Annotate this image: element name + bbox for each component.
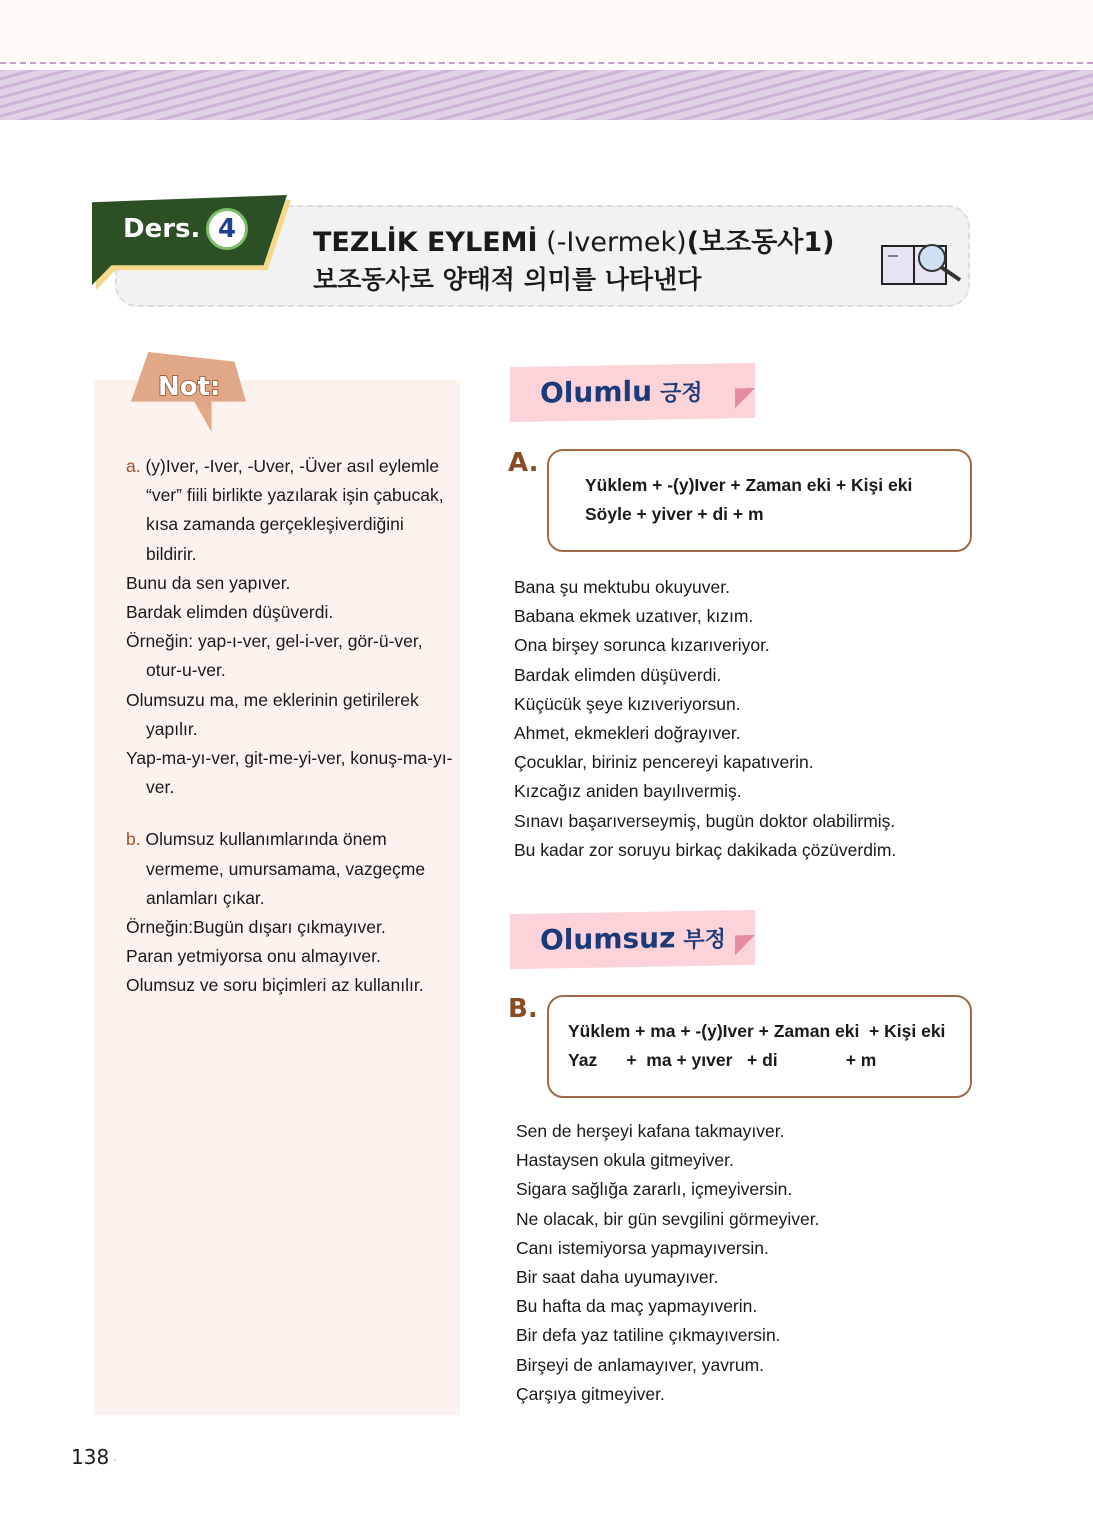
note-letter: b. <box>126 829 141 850</box>
note-line-text: Olumsuz ve soru biçimleri az kullanılır. <box>126 975 424 996</box>
note-content <box>126 452 456 1024</box>
formula-line: Yüklem + -(y)Iver + Zaman eki + Kişi eki <box>585 475 913 495</box>
example-sentence: Babana ekmek uzatıver, kızım. <box>514 606 754 627</box>
note-line-text: Yap-ma-yı-ver, git-me-yi-ver, konuş-ma-yı-ver. <box>126 748 453 798</box>
note-line-text: Bardak elimden düşüverdi. <box>126 602 334 623</box>
lesson-number: 4 <box>206 208 248 250</box>
note-line <box>126 569 456 598</box>
example-sentence: Bana şu mektubu okuyuver. <box>514 577 730 597</box>
page-number-text: 138 <box>71 1445 110 1469</box>
book-magnifier-icon <box>880 240 964 288</box>
negative-examples <box>516 1117 819 1409</box>
formula-box-negative <box>547 995 972 1098</box>
example-sentence: Canı istemiyorsa yapmayıversin. <box>516 1237 769 1258</box>
page-title <box>313 220 835 259</box>
note-line <box>126 452 456 569</box>
dashed-divider <box>0 62 1093 64</box>
note-line-text: (y)Iver, -Iver, -Uver, -Üver asıl eylemle “ver” fiili birlikte yazılarak işin çabucak, kısa zamanda gerçekleşiverdiğini bildirir. <box>145 456 444 564</box>
page-number <box>71 1445 117 1469</box>
example-sentence: Bu hafta da maç yapmayıverin. <box>516 1296 758 1317</box>
note-b <box>126 825 456 1000</box>
letter-a: A. <box>508 448 539 478</box>
page-separator: · <box>113 1453 118 1467</box>
striped-banner <box>0 70 1093 120</box>
positive-examples <box>514 573 896 865</box>
top-band <box>0 0 1093 62</box>
example-sentence: Sigara sağlığa zararlı, içmeyiversin. <box>516 1179 793 1200</box>
letter-b: B. <box>508 994 538 1024</box>
example-sentence: Çarşıya gitmeyiver. <box>516 1383 665 1404</box>
formula-box-positive <box>547 449 972 552</box>
example-sentence: Kızcağız aniden bayılıvermiş. <box>514 781 742 802</box>
note-line-text: Paran yetmiyorsa onu almayıver. <box>126 946 381 967</box>
example-sentence: Ne olacak, bir gün sevgilini görmeyiver. <box>516 1208 820 1229</box>
note-line-text: Örneğin: yap-ı-ver, gel-i-ver, gör-ü-ver, otur-u-ver. <box>126 631 423 681</box>
example-sentence: Küçücük şeye kızıveriyorsun. <box>514 693 741 714</box>
positive-title: Olumlu <box>540 374 653 410</box>
note-line <box>126 686 456 744</box>
example-sentence: Hastaysen okula gitmeyiver. <box>516 1150 734 1171</box>
note-line <box>126 825 456 913</box>
note-line <box>126 971 456 1000</box>
example-sentence: Birşeyi de anlamayıver, yavrum. <box>516 1354 765 1375</box>
note-line-text: Bunu da sen yapıver. <box>126 572 291 593</box>
section-header-negative <box>510 910 755 969</box>
formula-example: Söyle + yiver + di + m <box>585 504 764 524</box>
note-line-text: Örneğin:Bugün dışarı çıkmayıver. <box>126 917 386 938</box>
title-bold: TEZLİK EYLEMİ <box>313 227 538 258</box>
fold-corner <box>735 935 755 955</box>
note-line <box>126 913 456 942</box>
note-label: Not: <box>158 372 221 402</box>
example-sentence: Bir defa yaz tatiline çıkmayıversin. <box>516 1325 781 1346</box>
section-header-positive <box>510 363 755 422</box>
section-title <box>540 374 703 410</box>
note-line <box>126 627 456 685</box>
fold-corner <box>735 388 755 408</box>
note-letter: a. <box>126 456 141 476</box>
example-sentence: Bardak elimden düşüverdi. <box>514 664 722 685</box>
note-line-text: Olumsuz kullanımlarında önem vermeme, umursamama, vazgeçme anlamları çıkar. <box>145 829 426 908</box>
example-sentence: Sen de herşeyi kafana takmayıver. <box>516 1121 785 1141</box>
example-sentence: Bu kadar zor soruyu birkaç dakikada çözüverdim. <box>514 839 897 860</box>
note-line <box>126 744 456 802</box>
title-suffix: (-Ivermek) <box>537 227 687 258</box>
note-line <box>126 598 456 627</box>
note-line-text: Olumsuzu ma, me eklerinin getirilerek yapılır. <box>126 689 419 739</box>
example-sentence: Ona birşey sorunca kızarıveriyor. <box>514 635 770 656</box>
example-sentence: Çocuklar, biriniz pencereyi kapatıverin. <box>514 752 814 773</box>
formula-example: Yaz + ma + yıver + di + m <box>568 1050 877 1070</box>
page-subtitle: 보조동사로 양태적 의미를 나타낸다 <box>313 265 702 294</box>
section-title <box>540 920 726 956</box>
positive-title-ko: 긍정 <box>660 380 703 407</box>
title-korean: (보조동사1) <box>686 227 835 258</box>
example-sentence: Ahmet, ekmekleri doğrayıver. <box>514 723 741 744</box>
negative-title-ko: 부정 <box>683 927 726 954</box>
formula-line: Yüklem + ma + -(y)Iver + Zaman eki + Kişi eki <box>568 1021 946 1041</box>
lesson-label: Ders. <box>123 214 201 244</box>
note-a <box>126 452 456 802</box>
example-sentence: Sınavı başarıverseymiş, bugün doktor olabilirmiş. <box>514 810 896 831</box>
note-line <box>126 942 456 971</box>
example-sentence: Bir saat daha uyumayıver. <box>516 1267 719 1288</box>
negative-title: Olumsuz <box>540 921 676 957</box>
